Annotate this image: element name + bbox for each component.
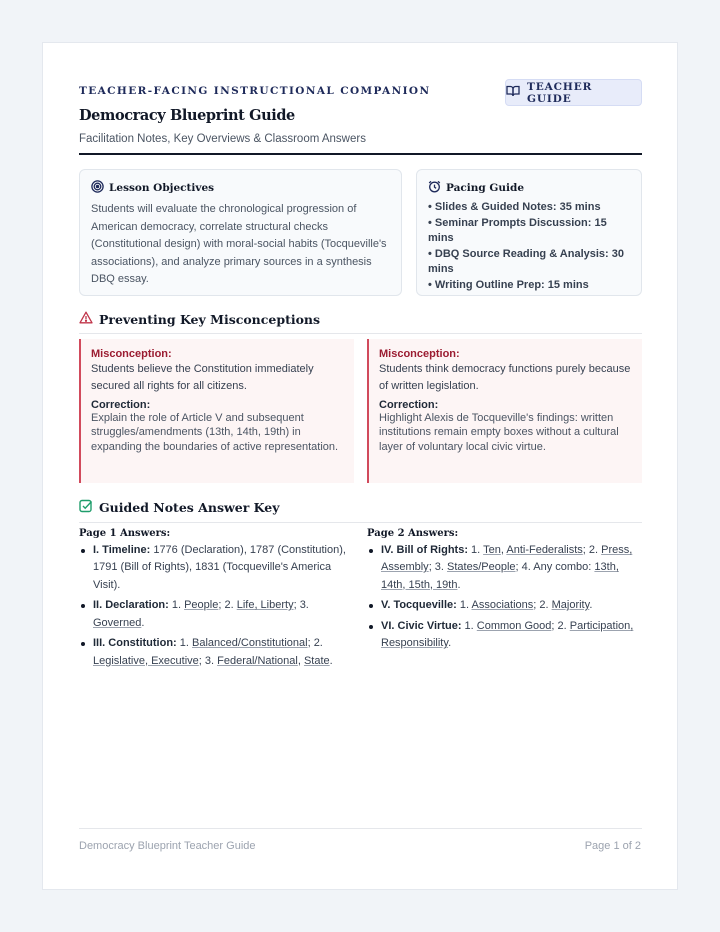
list-item: IV. Bill of Rights: 1. Ten, Anti-Federalists; 2. Press, Assembly; 3. States/People; 4. Any combo: 13th, 14th, 15th, 19th. bbox=[367, 542, 642, 594]
page1-answers bbox=[79, 528, 354, 674]
misconceptions-heading bbox=[79, 311, 642, 334]
correction-label: Correction: bbox=[379, 399, 439, 411]
open-book-icon bbox=[506, 85, 520, 100]
misconceptions-title: Preventing Key Misconceptions bbox=[99, 311, 321, 327]
correction-text: Highlight Alexis de Tocqueville's findings: written institutions remain empty boxes without a cultural layer of voluntary local civic virtue. bbox=[379, 412, 619, 453]
pacing-heading bbox=[428, 180, 630, 196]
misconception-text: Students think democracy functions purely because of written legislation. bbox=[379, 363, 631, 392]
footer-divider bbox=[79, 828, 642, 829]
list-item: I. Timeline: 1776 (Declaration), 1787 (Constitution), 1791 (Bill of Rights), 1831 (Tocqueville's America Visit). bbox=[79, 542, 354, 594]
alarm-clock-icon bbox=[428, 180, 441, 196]
list-item: • DBQ Source Reading & Analysis: 30 mins bbox=[428, 247, 624, 275]
page-subtitle: Facilitation Notes, Key Overviews & Classroom Answers bbox=[79, 133, 366, 145]
eyebrow-label: TEACHER-FACING INSTRUCTIONAL COMPANION bbox=[79, 85, 431, 97]
page1-answers-title: Page 1 Answers: bbox=[79, 528, 171, 539]
misconception-label: Misconception: bbox=[379, 348, 460, 360]
misconception-card bbox=[79, 339, 354, 483]
list-item: • Seminar Prompts Discussion: 15 mins bbox=[428, 217, 607, 244]
objectives-heading bbox=[91, 180, 390, 196]
list-item: V. Tocqueville: 1. Associations; 2. Majority. bbox=[367, 597, 642, 614]
misconception-text: Students believe the Constitution immediately secured all rights for all citizens. bbox=[91, 363, 314, 392]
objectives-text: Students will evaluate the chronological progression of American democracy, correlate structural checks (Constitutional design) with moral-social habits (Tocqueville's associations), and analyze primary sources in a synthesis DBQ essay. bbox=[91, 203, 387, 285]
footer-document-title: Democracy Blueprint Teacher Guide bbox=[79, 840, 256, 852]
page-title: Democracy Blueprint Guide bbox=[79, 107, 295, 124]
misconception-card bbox=[367, 339, 642, 483]
pacing-guide-card bbox=[416, 169, 642, 296]
pacing-title: Pacing Guide bbox=[446, 182, 525, 194]
document-page bbox=[42, 42, 678, 890]
page1-answer-list bbox=[79, 542, 354, 670]
list-item: II. Declaration: 1. People; 2. Life, Liberty; 3. Governed. bbox=[79, 597, 354, 632]
page-content bbox=[79, 79, 642, 667]
objectives-title: Lesson Objectives bbox=[109, 182, 215, 194]
misconception-label: Misconception: bbox=[91, 348, 172, 360]
lesson-objectives-card bbox=[79, 169, 402, 296]
teacher-guide-badge bbox=[505, 79, 642, 106]
page2-answers-title: Page 2 Answers: bbox=[367, 528, 459, 539]
list-item: III. Constitution: 1. Balanced/Constitutional; 2. Legislative, Executive; 3. Federal/National, State. bbox=[79, 635, 354, 670]
header-divider bbox=[79, 153, 642, 155]
page2-answers bbox=[367, 528, 642, 656]
answer-key-heading bbox=[79, 499, 642, 523]
list-item: VI. Civic Virtue: 1. Common Good; 2. Participation, Responsibility. bbox=[367, 618, 642, 653]
list-item: • Writing Outline Prep: 15 mins bbox=[428, 278, 589, 291]
warning-triangle-icon bbox=[79, 311, 93, 327]
page-number: Page 1 of 2 bbox=[584, 840, 641, 852]
target-icon bbox=[91, 180, 104, 196]
list-item: • Slides & Guided Notes: 35 mins bbox=[428, 201, 601, 213]
answer-key-title: Guided Notes Answer Key bbox=[99, 500, 280, 515]
page2-answer-list bbox=[367, 542, 642, 653]
badge-label: TEACHER GUIDE bbox=[527, 80, 593, 105]
correction-text: Explain the role of Article V and subsequent struggles/amendments (13th, 14th, 19th) in expanding the boundaries of active representation. bbox=[91, 412, 339, 453]
pacing-list bbox=[428, 200, 630, 293]
correction-label: Correction: bbox=[91, 399, 151, 411]
checkbox-icon bbox=[79, 499, 93, 516]
